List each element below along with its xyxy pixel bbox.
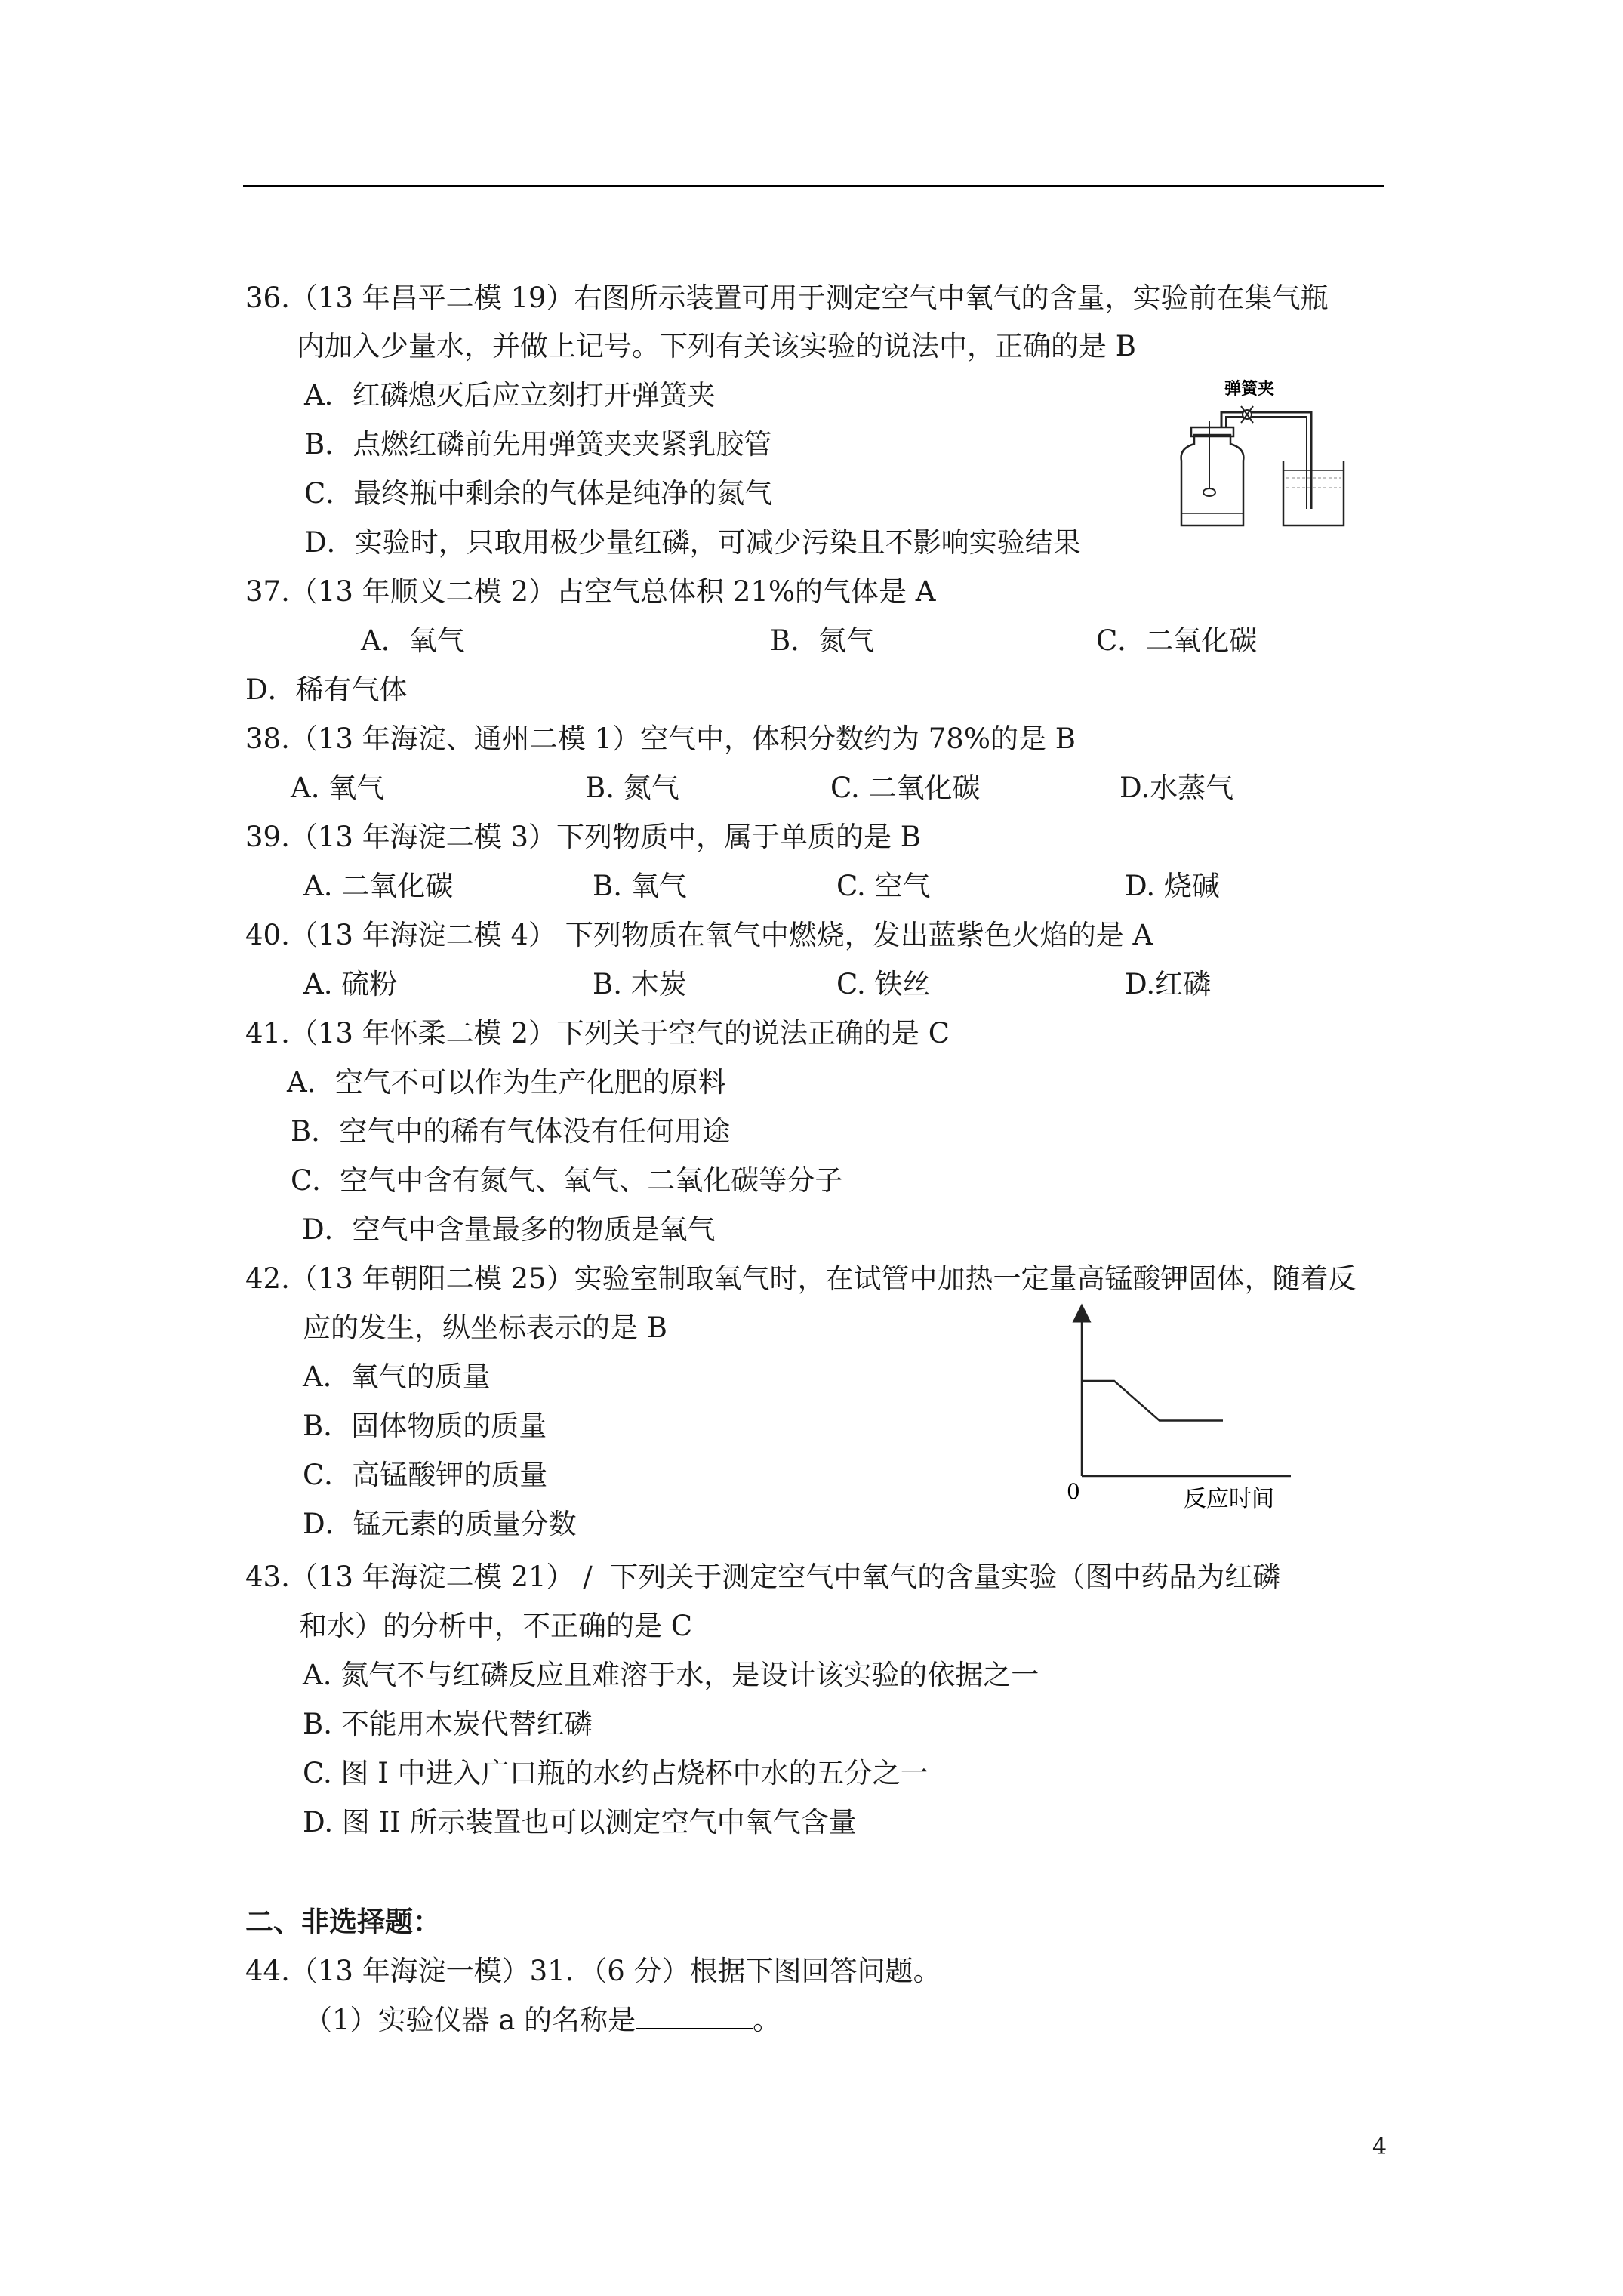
q42-option-a: A．氧气的质量 — [303, 1361, 491, 1393]
q40-option-a: A. 硫粉 — [303, 968, 398, 1000]
q43-option-c: C. 图 I 中进入广口瓶的水约占烧杯中水的五分之一 — [303, 1757, 929, 1789]
chart-series-line — [1082, 1381, 1223, 1421]
q38-option-c: C. 二氧化碳 — [830, 772, 981, 804]
q40-stem: 40.（13 年海淀二模 4） 下列物质在氧气中燃烧，发出蓝紫色火焰的是 A — [245, 919, 1153, 951]
q36-option-b: B．点燃红磷前先用弹簧夹夹紧乳胶管 — [304, 428, 772, 461]
chart-origin-label: 0 — [1067, 1479, 1080, 1504]
combustion-spoon — [1203, 488, 1215, 496]
q41-stem: 41.（13 年怀柔二模 2）下列关于空气的说法正确的是 C — [245, 1017, 950, 1049]
q40-option-d: D.红磷 — [1125, 968, 1212, 1000]
q44-sub1-suffix: 。 — [753, 2004, 781, 2036]
q37-option-a: A．氧气 — [361, 624, 465, 657]
q39-option-a: A. 二氧化碳 — [303, 870, 454, 902]
q40-option-b: B. 木炭 — [593, 968, 687, 1000]
q38-stem: 38.（13 年海淀、通州二模 1）空气中，体积分数约为 78%的是 B — [245, 723, 1076, 755]
q43-option-d: D. 图 II 所示装置也可以测定空气中氧气含量 — [303, 1806, 857, 1838]
chart-x-label: 反应时间 — [1184, 1486, 1274, 1512]
q43-stem-line1: 43.（13 年海淀二模 21） / 下列关于测定空气中氧气的含量实验（图中药品为红磷 — [245, 1561, 1281, 1593]
q41-option-b: B．空气中的稀有气体没有任何用途 — [291, 1115, 731, 1148]
q37-option-b: B．氮气 — [770, 624, 875, 657]
q42-option-b: B．固体物质的质量 — [303, 1410, 547, 1442]
q41-option-d: D．空气中含量最多的物质是氧气 — [302, 1213, 716, 1246]
q37-option-c: C．二氧化碳 — [1096, 624, 1258, 657]
q37-option-d: D．稀有气体 — [245, 673, 408, 706]
q40-option-c: C. 铁丝 — [836, 968, 931, 1000]
spring-clip-label: 弹簧夹 — [1224, 380, 1275, 399]
q41-option-c: C．空气中含有氮气、氧气、二氧化碳等分子 — [291, 1164, 843, 1197]
q39-option-c: C. 空气 — [836, 870, 931, 902]
q36-option-d: D．实验时，只取用极少量红磷，可减少污染且不影响实验结果 — [304, 526, 1081, 559]
q42-option-c: C．高锰酸钾的质量 — [303, 1459, 548, 1491]
q36-option-a: A．红磷熄灭后应立刻打开弹簧夹 — [304, 379, 716, 411]
page-number: 4 — [1372, 2134, 1387, 2160]
q42-stem-line2: 应的发生，纵坐标表示的是 B — [303, 1311, 667, 1344]
q42-option-d: D．锰元素的质量分数 — [303, 1508, 577, 1540]
q39-stem: 39.（13 年海淀二模 3）下列物质中，属于单质的是 B — [245, 821, 921, 853]
q38-option-d: D.水蒸气 — [1119, 772, 1234, 804]
q44-sub1-prefix: （1）实验仪器 a 的名称是 — [304, 2004, 636, 2036]
q44-stem: 44.（13 年海淀一模）31．（6 分）根据下图回答问题。 — [245, 1955, 941, 1987]
q42-stem-line1: 42.（13 年朝阳二模 25）实验室制取氧气时，在试管中加热一定量高锰酸钾固体，随着反 — [245, 1262, 1357, 1295]
header-rule — [243, 185, 1384, 187]
q36-stem-line2: 内加入少量水，并做上记号。下列有关该实验的说法中，正确的是 B — [297, 330, 1136, 362]
q36-apparatus-figure — [1155, 376, 1359, 535]
q43-option-b: B. 不能用木炭代替红磷 — [303, 1708, 593, 1740]
q44-sub1-answer-blank — [636, 2002, 753, 2029]
connecting-tube — [1221, 412, 1311, 509]
q36-stem-line1: 36.（13 年昌平二模 19）右图所示装置可用于测定空气中氧气的含量，实验前在集气瓶 — [245, 282, 1329, 314]
q37-stem: 37.（13 年顺义二模 2）占空气总体积 21%的气体是 A — [245, 575, 936, 608]
q42-line-chart — [1057, 1302, 1298, 1518]
gas-bottle — [1181, 435, 1244, 525]
q43-option-a: A. 氮气不与红磷反应且难溶于水，是设计该实验的依据之一 — [303, 1659, 1039, 1691]
q43-stem-line2: 和水）的分析中，不正确的是 C — [299, 1610, 693, 1642]
q36-option-c: C．最终瓶中剩余的气体是纯净的氮气 — [304, 477, 773, 510]
q44-sub1 — [304, 2002, 781, 2039]
section-2-title: 二、非选择题： — [245, 1905, 441, 1938]
q41-option-a: A．空气不可以作为生产化肥的原料 — [287, 1066, 726, 1099]
q38-option-b: B. 氮气 — [585, 772, 679, 804]
q39-option-b: B. 氧气 — [593, 870, 687, 902]
q38-option-a: A. 氧气 — [291, 772, 385, 804]
q39-option-d: D. 烧碱 — [1125, 870, 1220, 902]
